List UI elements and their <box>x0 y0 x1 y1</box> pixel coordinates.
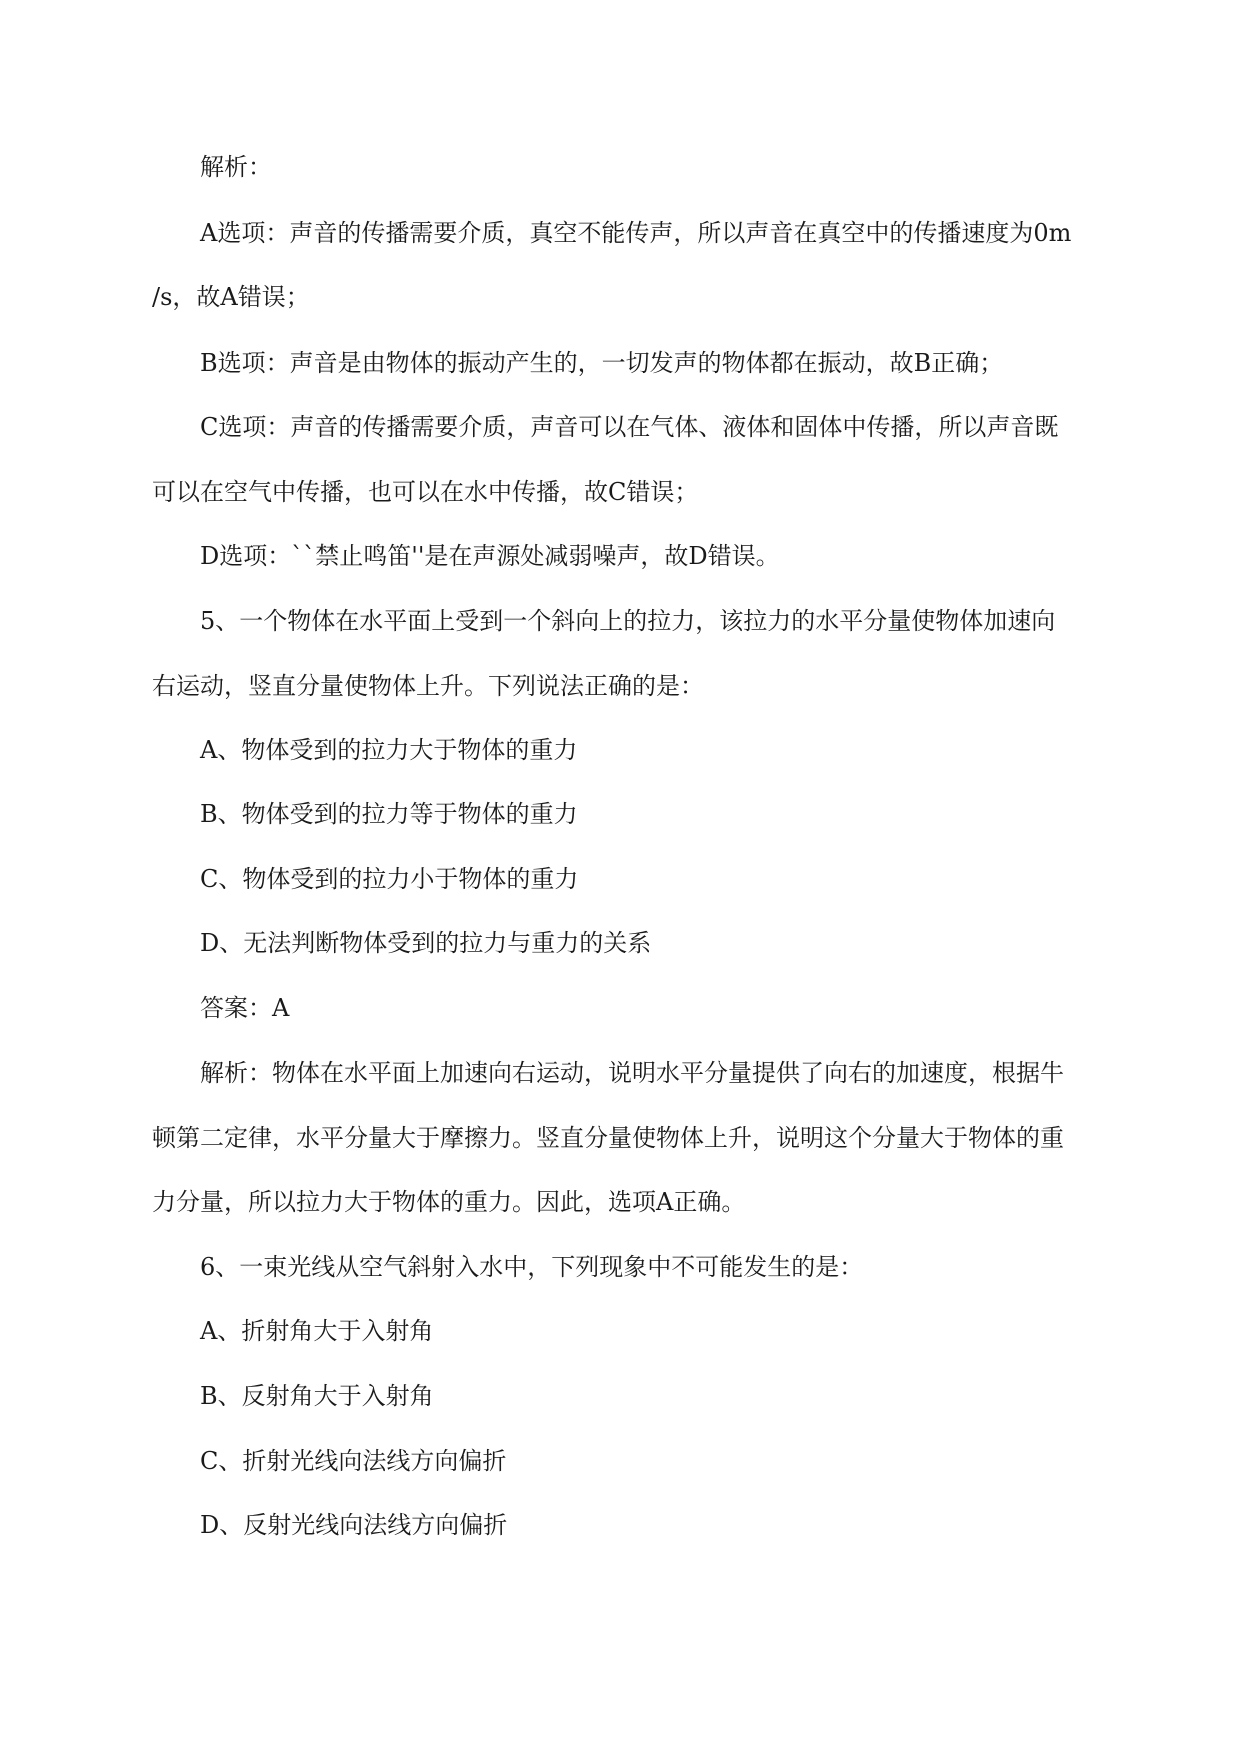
option-c-analysis-line-1: C选项：声音的传播需要介质，声音可以在气体、液体和固体中传播，所以声音既 <box>200 413 1059 441</box>
option-c-analysis-line-2: 可以在空气中传播，也可以在水中传播，故C错误； <box>152 478 699 506</box>
question-5-option-b: B、物体受到的拉力等于物体的重力 <box>200 800 578 828</box>
question-6-option-d: D、反射光线向法线方向偏折 <box>200 1511 508 1539</box>
option-d-analysis: D选项：``禁止鸣笛''是在声源处减弱噪声，故D错误。 <box>200 542 780 570</box>
question-5-analysis-line-2: 顿第二定律，水平分量大于摩擦力。竖直分量使物体上升，说明这个分量大于物体的重 <box>152 1124 1064 1152</box>
option-a-analysis-line-2: /s，故A错误； <box>152 283 310 311</box>
question-5-line-1: 5、一个物体在水平面上受到一个斜向上的拉力，该拉力的水平分量使物体加速向 <box>200 607 1056 635</box>
question-5-option-a: A、物体受到的拉力大于物体的重力 <box>200 736 578 764</box>
option-a-analysis-line-1: A选项：声音的传播需要介质，真空不能传声，所以声音在真空中的传播速度为0m <box>200 219 1072 247</box>
question-5-option-d: D、无法判断物体受到的拉力与重力的关系 <box>200 929 652 957</box>
question-6-stem: 6、一束光线从空气斜射入水中，下列现象中不可能发生的是： <box>200 1253 864 1281</box>
question-5-line-2: 右运动，竖直分量使物体上升。下列说法正确的是： <box>152 672 704 700</box>
option-b-analysis: B选项：声音是由物体的振动产生的，一切发声的物体都在振动，故B正确； <box>200 349 1004 377</box>
analysis-heading: 解析： <box>200 153 272 181</box>
question-6-option-c: C、折射光线向法线方向偏折 <box>200 1447 507 1475</box>
question-5-analysis-line-3: 力分量，所以拉力大于物体的重力。因此，选项A正确。 <box>152 1188 746 1216</box>
question-5-option-c: C、物体受到的拉力小于物体的重力 <box>200 865 579 893</box>
question-6-option-a: A、折射角大于入射角 <box>200 1317 434 1345</box>
question-5-analysis-line-1: 解析：物体在水平面上加速向右运动，说明水平分量提供了向右的加速度，根据牛 <box>200 1059 1064 1087</box>
question-5-answer: 答案：A <box>200 994 290 1022</box>
question-6-option-b: B、反射角大于入射角 <box>200 1382 434 1410</box>
